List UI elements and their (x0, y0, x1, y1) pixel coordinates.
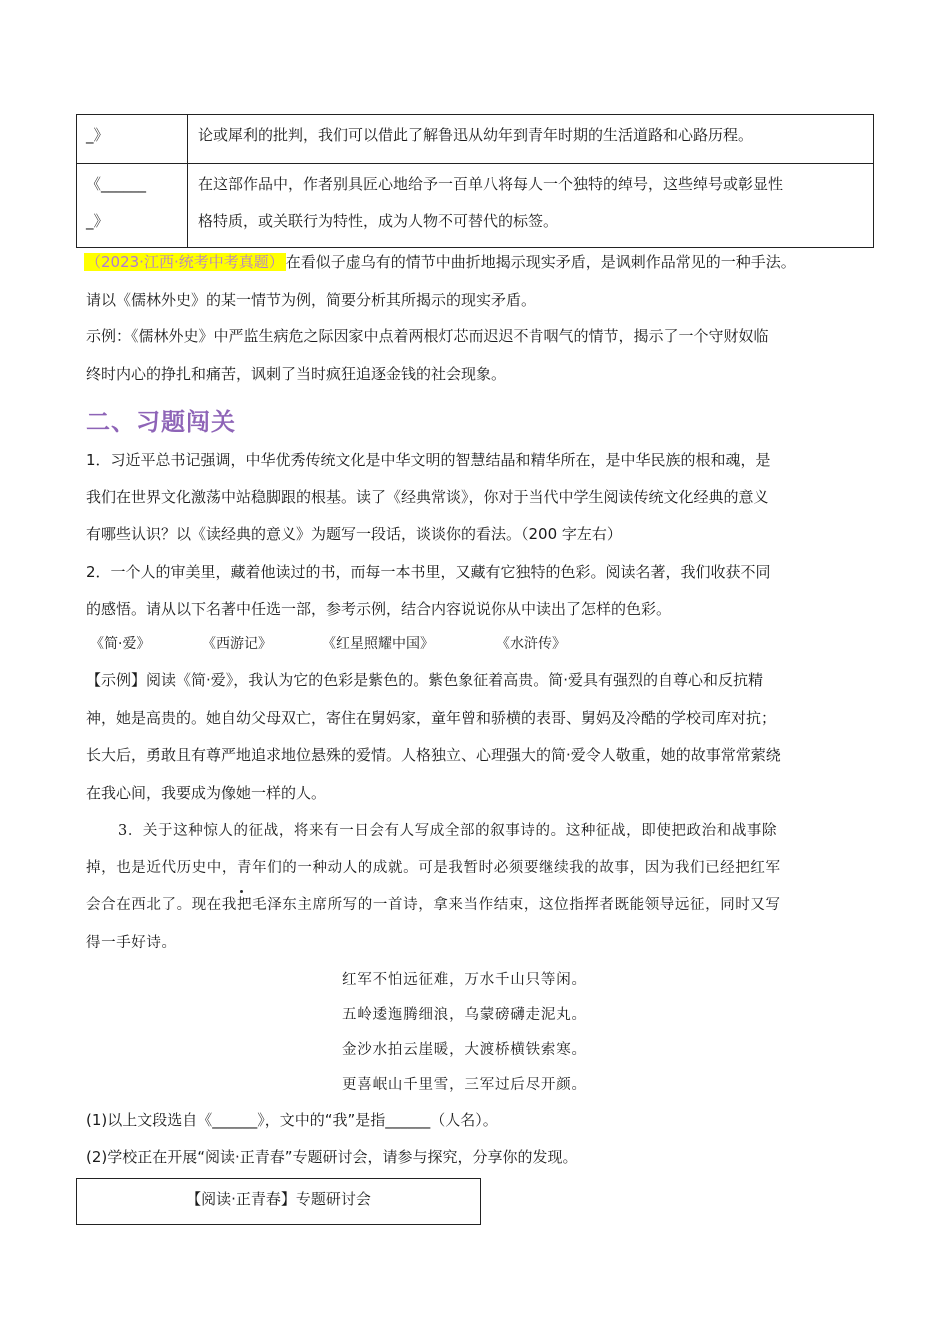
seminar-title-box (76, 1178, 481, 1225)
exam-example-line1: 示例：《儒林外史》中严监生病危之际因家中点着两根灯芯而迟迟不肯咽气的情节，揭示了一个守财奴临 (86, 327, 769, 345)
poem-line-3: 金沙水拍云崖暖，大渡桥横铁索寒。 (342, 1042, 587, 1058)
q2-example-line4: 在我心间，我要成为像她一样的人。 (86, 784, 327, 802)
emphasis-dot (240, 890, 243, 893)
exam-source-tag: （2023·江西·统考中考真题） (86, 253, 284, 271)
q3-line1: 3．关于这种惊人的征战，将来有一日会有人写成全部的叙事诗的。这种征战，即使把政治和战事除 (118, 823, 778, 839)
q3-line3: 会合在西北了。现在我把毛泽东主席所写的一首诗，拿来当作结束，这位指挥者既能领导远征，同时又写 (86, 897, 781, 913)
q2-book-option-3: 《红星照耀中国》 (322, 636, 434, 652)
exam-example-line2: 终时内心的挣扎和痛苦，讽刺了当时疯狂追逐金钱的社会现象。 (86, 365, 507, 383)
q1-line3: 有哪些认识？以《读经典的意义》为题写一段话，谈谈你的看法。（200 字左右） (86, 525, 622, 543)
q3-line4: 得一手好诗。 (86, 935, 177, 951)
poem-line-4: 更喜岷山千里雪，三军过后尽开颜。 (342, 1077, 587, 1093)
q2-example-line2: 神，她是高贵的。她自幼父母双亡，寄住在舅妈家，童年曾和骄横的表哥、舅妈及冷酷的学校司库对抗； (86, 709, 777, 727)
exam-question-line2: 请以《儒林外史》的某一情节为例，简要分析其所揭示的现实矛盾。 (86, 291, 537, 309)
table-row2-description-line2: 格特质，或关联行为特性，成为人物不可替代的标签。 (198, 212, 559, 230)
section-heading: 二、习题闯关 (86, 408, 236, 436)
table-row2-title-blank[interactable]: 《______ (86, 175, 147, 193)
table-row-divider (77, 163, 873, 164)
q2-book-option-2: 《西游记》 (202, 636, 272, 652)
q2-example-line3: 长大后，勇敢且有尊严地追求地位悬殊的爱情。人格独立、心理强大的简·爱令人敬重，她的故事常常萦绕 (86, 746, 781, 764)
poem-line-1: 红军不怕远征难，万水千山只等闲。 (342, 972, 587, 988)
table-row2-description-line1: 在这部作品中，作者别具匠心地给予一百单八将每人一个独特的绰号，这些绰号或彰显性 (198, 175, 784, 193)
q2-line2: 的感悟。请从以下名著中任选一部，参考示例，结合内容说说你从中读出了怎样的色彩。 (86, 600, 672, 618)
q2-example-line1: 【示例】阅读《简·爱》，我认为它的色彩是紫色的。紫色象征着高贵。简·爱具有强烈的自尊心和反抗精 (86, 671, 764, 689)
q2-book-option-1: 《简·爱》 (90, 636, 151, 652)
poem-line-2: 五岭逶迤腾细浪，乌蒙磅礴走泥丸。 (342, 1007, 587, 1023)
q2-book-option-4: 《水浒传》 (496, 636, 566, 652)
q2-line1: 2．一个人的审美里，藏着他读过的书，而每一本书里，又藏有它独特的色彩。阅读名著，我们收获不同 (86, 563, 771, 581)
q3-subquestion-1[interactable]: (1)以上文段选自《______》，文中的“我”是指______（人名）。 (86, 1111, 498, 1129)
q1-line1: 1．习近平总书记强调，中华优秀传统文化是中华文明的智慧结晶和精华所在，是中华民族的根和魂，是 (86, 451, 771, 469)
table-column-divider (187, 115, 188, 247)
q1-line2: 我们在世界文化激荡中站稳脚跟的根基。读了《经典常谈》，你对于当代中学生阅读传统文化经典的意义 (86, 488, 769, 506)
q3-subquestion-2: (2)学校正在开展“阅读·正青春”专题研讨会，请参与探究，分享你的发现。 (86, 1148, 578, 1166)
table-row1-description: 论或犀利的批判，我们可以借此了解鲁迅从幼年到青年时期的生活道路和心路历程。 (198, 126, 754, 144)
table-row1-title-blank[interactable]: _》 (86, 126, 109, 144)
table-row2-title-blank-end: _》 (86, 212, 109, 230)
q3-line2: 掉，也是近代历史中，青年们的一种动人的成就。可是我暂时必须要继续我的故事，因为我们已经把红军 (86, 860, 781, 876)
exam-question-text: 在看似子虚乌有的情节中曲折地揭示现实矛盾，是讽刺作品常见的一种手法。 (285, 253, 796, 271)
seminar-title: 【阅读·正青春】专题研讨会 (186, 1190, 371, 1208)
exam-question-line1 (84, 251, 796, 273)
